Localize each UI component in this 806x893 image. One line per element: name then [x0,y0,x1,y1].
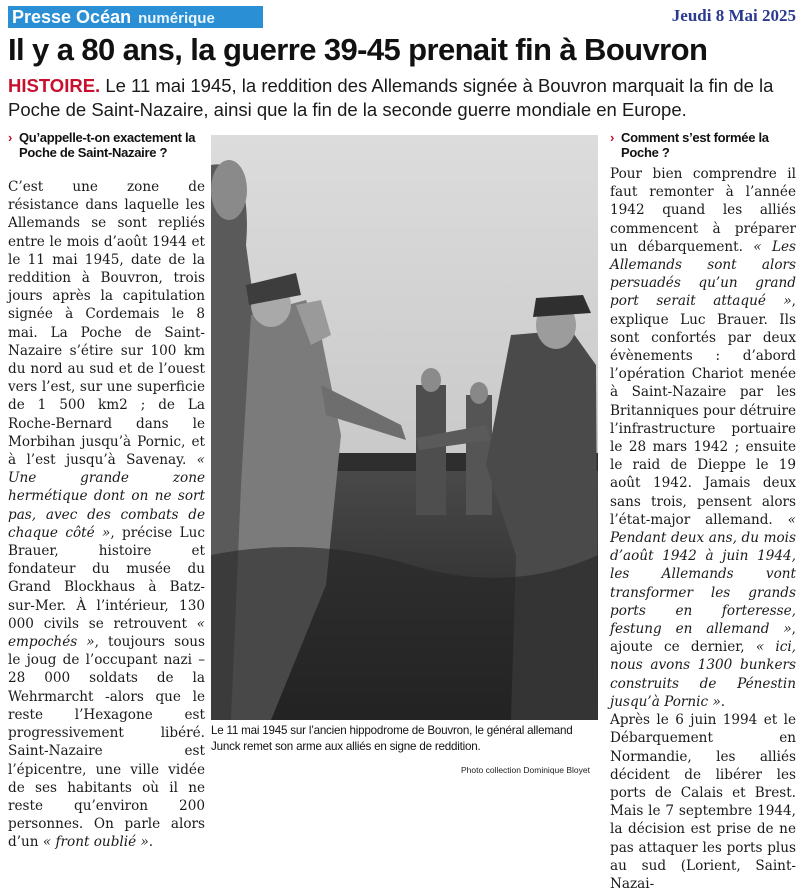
brand-suffix: numérique [138,10,215,27]
left-question-text: Qu’appelle-t-on exactement la Poche de Saint-Nazaire ? [19,130,196,160]
right-text-b: , explique Luc Brauer. Ils sont confortés par deux évènements : d’abord l’opération Chariot menée à Saint-Nazaire par les Britanniques pour détruire l’infrastructure portuaire le 28 mars 1942 ; ensuite le raid de Dieppe le 19 août 1942. Jamais deux sans trois, pensent alors l’état-major allemand. [610,293,796,528]
chevron-right-icon: › [610,130,615,145]
right-quote-b: « Pendant deux ans, du mois d’août 1942 à juin 1944, les Allemands vont transformer les grands ports en forteresse, festung en allemand » [610,511,796,638]
left-text-end: . [148,834,154,851]
brand-banner [8,6,263,28]
right-text-end: . [720,693,726,710]
brand-name: Presse Océan [12,7,132,27]
left-quote-c: « front oublié » [42,834,149,851]
right-text-a: Pour bien comprendre il faut remonter à l’année 1942 quand les alliés commencent à préparer un débarquement. [610,166,796,255]
right-question-heading [610,130,800,160]
left-quote-b: « empochés » [8,615,205,651]
right-paragraph-2: Après le 6 juin 1994 et le Débarquement en Normandie, les alliés décident de libérer les ports de Calais et Brest. Mais le 7 septembre 1944, la décision est prise de ne pas attaquer les ports plus au sud (Lorient, Saint-Nazai- [610,712,796,892]
photo-illustration [211,135,598,720]
right-quote-a: « Les Allemands sont alors persuadés qu’un grand port serait attaqué » [610,238,796,310]
right-question-text: Comment s’est formée la Poche ? [621,130,769,160]
left-text-c: , toujours sous le joug de l’occupant nazi – 28 000 soldats de la Wehrmarcht -alors que le reste l’Hexagone est progressivement libéré. Saint-Nazaire est l’épicentre, une ville vidée de ses habitants où il ne reste qu’environ 200 personnes. On parle alors d’un [8,634,205,851]
standfirst [8,74,800,122]
standfirst-kicker: HISTOIRE. [8,75,101,96]
left-quote-a: « Une grande zone hermétique dont on ne sort pas, avec des combats de chaque côté » [8,452,205,541]
photo-caption: Le 11 mai 1945 sur l’ancien hippodrome de Bouvron, le général allemand Junck remet son arme aux alliés en signe de reddition. [211,724,573,753]
left-question-heading [8,130,198,160]
right-quote-c: « ici, nous avons 1300 bunkers construits de Pénestin jusqu’à Pornic » [610,639,796,710]
right-text-c: , ajoute ce dernier, [610,621,796,656]
left-text-a: C’est une zone de résistance dans laquelle les Allemands se sont repliés entre le mois d’août 1944 et le 11 mai 1945, date de la reddition à Bouvron, trois jours après la capitulation signée à Cordemais le 8 mai. La Poche de Saint-Nazaire s’étire sur 100 km du nord au sud et de l’ouest vers l’est, sur une superficie de 1 500 km2 ; de La Roche-Bernard dans le Morbihan jusqu’à Pornic, et à l’est jusqu’à Savenay. [8,179,205,469]
right-column-body [610,165,796,892]
headline: Il y a 80 ans, la guerre 39-45 prenait fin à Bouvron [8,32,708,67]
photo-credit: Photo collection Dominique Bloyet [461,765,590,775]
left-paragraph [8,178,205,852]
right-paragraph-1 [610,165,796,711]
issue-date: Jeudi 8 Mai 2025 [671,6,796,25]
standfirst-text: Le 11 mai 1945, la reddition des Allemands signée à Bouvron marquait la fin de la Poche de Saint-Nazaire, ainsi que la fin de la seconde guerre mondiale en Europe. [8,75,774,120]
left-column-body [8,178,205,851]
surrender-photo [211,135,598,720]
left-text-b: , précise Luc Brauer, histoire et fondateur du musée du Grand Blockhaus à Batz-sur-Mer. À l’intérieur, 130 000 civils se retrouvent [8,524,205,632]
chevron-right-icon: › [8,130,13,145]
